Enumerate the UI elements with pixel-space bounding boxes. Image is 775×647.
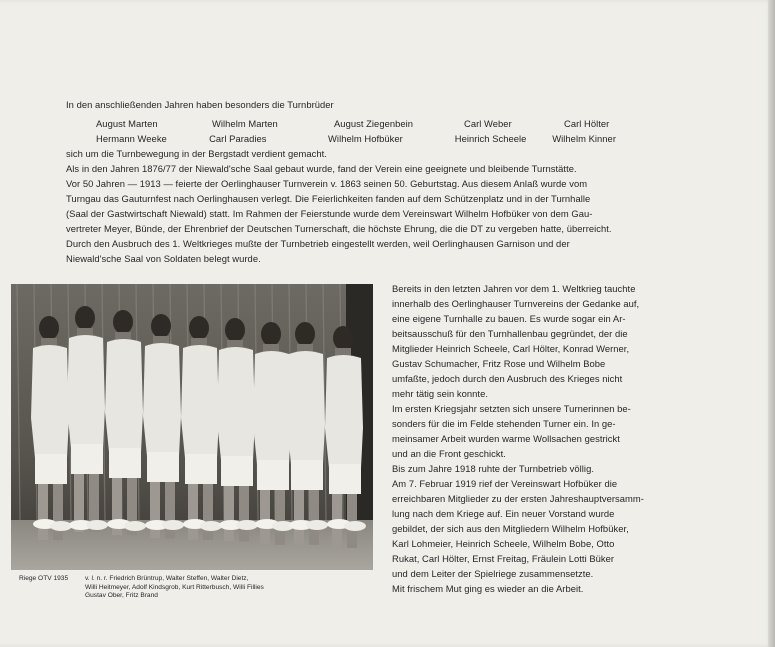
name: August Marten [96, 118, 158, 129]
text-line: umfaßte, jedoch durch den Ausbruch des Krieges nicht [392, 373, 623, 384]
intro-sentence: In den anschließenden Jahren haben besonders die Turnbrüder [66, 99, 334, 110]
gymnast-shirt [105, 339, 143, 452]
text-line: lung nach dem Kriege auf. Ein neuer Vorstand wurde [392, 508, 615, 519]
gymnast-shoe [162, 520, 184, 530]
text-line: vertreter Meyer, Bünde, der Ehrenbrief der Deutschen Turnerschaft, die höchste Ehrung, die die DT zu vergeben hatte, überreicht. [66, 223, 612, 234]
name: Carl Hölter [564, 118, 610, 129]
text-line: Turngau das Gauturnfest nach Oerlinghausen verlegt. Die Feierlichkeiten fanden auf dem Schützenplatz und in der Turnhalle [66, 193, 591, 204]
gymnast-shirt [253, 351, 291, 464]
name: Wilhelm Marten [212, 118, 278, 129]
gymnast-shorts [257, 460, 289, 490]
text-line: Karl Lohmeier, Heinrich Scheele, Wilhelm Bobe, Otto [392, 538, 615, 549]
text-line: eine eigene Turnhalle zu bauen. Es wurde sogar ein Ar- [392, 313, 626, 324]
gymnast-shoe [344, 521, 366, 531]
gymnast-shirt [325, 355, 363, 468]
gymnast-shoe [236, 520, 258, 530]
text-line: Rukat, Carl Hölter, Ernst Freitag, Fräulein Lotti Büker [392, 553, 615, 564]
gymnast-leg [275, 490, 285, 545]
gymnast-shorts [221, 456, 253, 486]
gymnast-shorts [147, 452, 179, 482]
name: Carl Weber [464, 118, 512, 129]
gymnast-head [225, 318, 245, 342]
name: Hermann Weeke [96, 133, 167, 144]
gymnast-shorts [291, 460, 323, 490]
text-line: Im ersten Kriegsjahr setzten sich unsere Turnerinnen be- [392, 403, 631, 414]
gymnast-head [113, 310, 133, 334]
gymnast-shoe [124, 521, 146, 531]
history-paragraph [66, 146, 691, 266]
text-line: Gustav Schumacher, Fritz Rose und Wilhelm Bobe [392, 358, 606, 369]
text-line: Mitglieder Heinrich Scheele, Carl Hölter, Konrad Werner, [392, 343, 630, 354]
gymnast-shirt [31, 345, 69, 458]
name: Heinrich Scheele [454, 133, 527, 144]
gymnast-shirt [217, 347, 255, 460]
text-line: Am 7. Februar 1919 rief der Vereinswart Hofbüker die [392, 478, 618, 489]
name: Carl Paradies [209, 133, 267, 144]
team-photo-illustration [11, 284, 373, 570]
text-line: meinsamer Arbeit wurden warme Wollsachen gestrickt [392, 433, 620, 444]
gymnast-head [75, 306, 95, 330]
gymnast-leg [260, 490, 270, 545]
text-line: Vor 50 Jahren — 1913 — feierte der Oerlinghauser Turnverein v. 1863 seinen 50. Geburtstag. Aus diesem Anlaß wurde vom [66, 178, 588, 189]
gymnast-head [261, 322, 281, 346]
gymnast-head [39, 316, 59, 340]
gymnast-leg [309, 490, 319, 545]
text-line: Mit frischem Mut ging es wieder an die Arbeit. [392, 583, 584, 594]
page-edge [768, 0, 775, 647]
gymnast-shoe [200, 521, 222, 531]
gymnast-leg [203, 484, 213, 540]
right-column [392, 281, 644, 596]
name: Wilhelm Hofbüker [328, 133, 403, 144]
gymnast-leg [53, 484, 63, 540]
gymnast-leg [188, 484, 198, 540]
text-line: erreichbaren Mitglieder zu der ersten Jahreshauptversamm- [392, 493, 644, 504]
text-line: und an die Front geschickt. [392, 448, 506, 459]
text-line: innerhalb des Oerlinghauser Turnvereins der Gedanke auf, [392, 298, 640, 309]
gymnast-leg [38, 484, 48, 540]
text-line: (Saal der Gastwirtschaft Niewald) statt. Im Rahmen der Feierstunde wurde dem Vereinswart Wilhelm Hofbüker von dem Gau- [66, 208, 593, 219]
gymnast-shirt [67, 335, 105, 448]
text-line: beitsausschuß für den Turnhallenbau gegründet, der die [392, 328, 628, 339]
names-row [96, 131, 616, 146]
name: August Ziegenbein [334, 118, 414, 129]
text-line: Bis zum Jahre 1918 ruhte der Turnbetrieb völlig. [392, 463, 594, 474]
text-line: sonders für die im Felde stehenden Turner ein. In ge- [392, 418, 616, 429]
text-line: mehr tätig sein konnte. [392, 388, 488, 399]
gymnast-head [151, 314, 171, 338]
text-line: und dem Leiter der Spielriege zusammensetzte. [392, 568, 594, 579]
gymnast-shoe [50, 521, 72, 531]
caption-label: Riege OTV 1935 [19, 575, 69, 582]
caption-line: Willi Heitmeyer, Adolf Kindsgrob, Kurt Ritterbusch, Willi Fillies [85, 583, 264, 591]
gymnast-shorts [35, 454, 67, 484]
gymnast-shorts [109, 448, 141, 478]
text-line: gebildet, der sich aus den Mitgliedern Wilhelm Hofbüker, [392, 523, 629, 534]
gymnast-shorts [71, 444, 103, 474]
caption-line: v. l. n. r. Friedrich Brüntrup, Walter Steffen, Walter Dietz, [85, 575, 249, 582]
team-photo [11, 284, 373, 570]
gymnast-shirt [287, 351, 325, 464]
gymnast-head [333, 326, 353, 350]
name: Wilhelm Kinner [552, 133, 616, 144]
gymnast-leg [294, 490, 304, 545]
gymnast-shorts [185, 454, 217, 484]
text-line: Als in den Jahren 1876/77 der Niewald'sche Saal gebaut wurde, fand der Verein eine geeignete und bleibende Turnstätte. [66, 163, 577, 174]
text-line: Niewald'sche Saal von Soldaten belegt wurde. [66, 253, 261, 264]
gymnast-head [189, 316, 209, 340]
gymnast-leg [224, 486, 234, 542]
gymnast-shirt [181, 345, 219, 458]
text-line: Bereits in den letzten Jahren vor dem 1. Weltkrieg tauchte [392, 283, 636, 294]
gymnast-leg [239, 486, 249, 542]
gymnast-shoe [306, 520, 328, 530]
caption-line: Gustav Ober, Fritz Brand [85, 592, 158, 599]
names-row [96, 116, 616, 131]
gymnast-shirt [143, 343, 181, 456]
names-list [96, 116, 616, 146]
gymnast-shorts [329, 464, 361, 494]
gymnast-head [295, 322, 315, 346]
text-line: sich um die Turnbewegung in der Bergstadt verdient gemacht. [66, 148, 327, 159]
gymnast-shoe [86, 520, 108, 530]
text-line: Durch den Ausbruch des 1. Weltkrieges mußte der Turnbetrieb eingestellt werden, weil Oerlinghausen Garnison und der [66, 238, 570, 249]
